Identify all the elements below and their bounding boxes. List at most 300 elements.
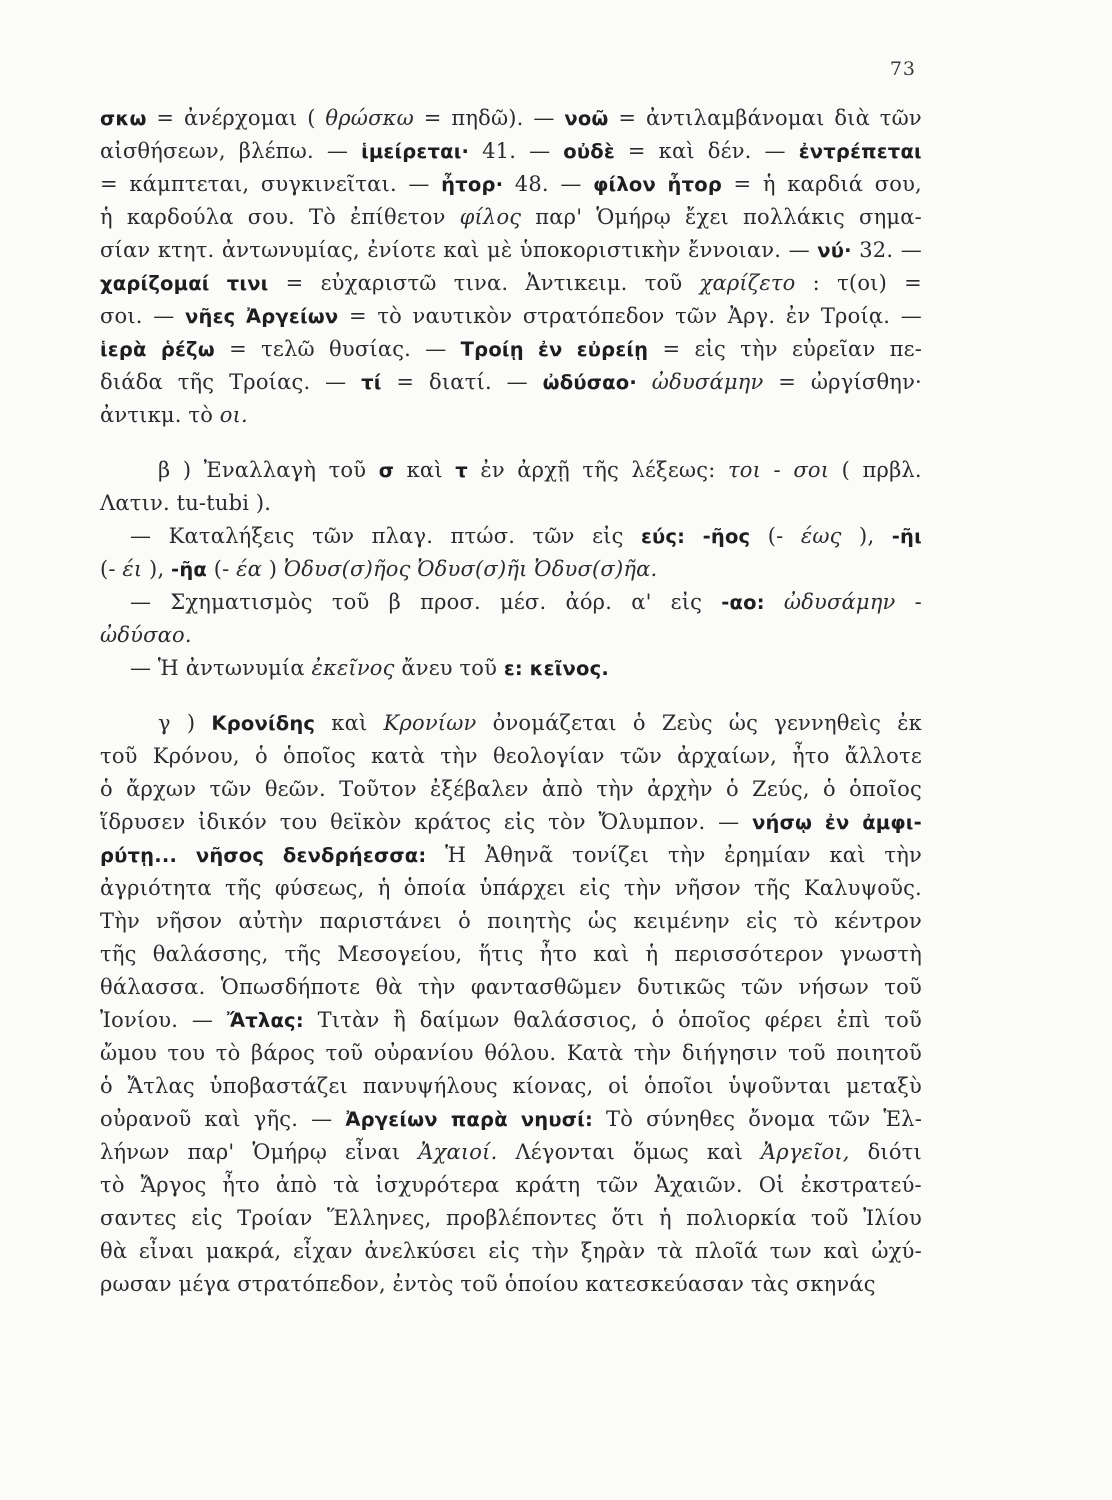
- bold-term: κεῖνος.: [529, 657, 609, 680]
- word: τῆς: [284, 942, 322, 966]
- word: στρατόπεδον: [522, 304, 665, 328]
- word: ὄνομα: [748, 1107, 816, 1131]
- word: τὴν: [417, 975, 456, 999]
- word: βλέπω.: [238, 139, 314, 163]
- word: μεταξὺ: [846, 1074, 922, 1098]
- italic-word: τοι: [727, 458, 762, 482]
- word: κράτη: [515, 1173, 581, 1197]
- word: ἐρημίαν: [724, 843, 811, 867]
- word: σοι.: [100, 304, 143, 328]
- text-line: [100, 707, 922, 740]
- word: ὅμως: [632, 1140, 689, 1164]
- word: ὡς: [728, 711, 759, 735]
- word: τὴν: [596, 777, 634, 801]
- text-line: [100, 399, 922, 432]
- word: εἶναι: [344, 1140, 401, 1164]
- word: Ὄλυμπον.: [598, 810, 706, 834]
- word: οἱ: [608, 1074, 630, 1098]
- word: τοῦ: [100, 744, 138, 768]
- word: Τὸ: [308, 205, 337, 229]
- word: =: [733, 172, 752, 196]
- word: τονίζει: [572, 843, 650, 867]
- word: εἶχαν: [292, 1239, 353, 1263]
- italic-word: έι: [122, 557, 143, 581]
- word: πανυψήλους: [362, 1074, 498, 1098]
- word: —: [900, 304, 922, 328]
- word: Μεσογείου,: [337, 942, 463, 966]
- word: ἐντὸς: [392, 1272, 454, 1296]
- word: εἰς: [579, 876, 611, 900]
- word: Ἰονίου.: [100, 1008, 179, 1032]
- word: τὴν: [531, 1239, 570, 1263]
- word: —: [788, 238, 810, 262]
- bold-term: εὐρείῃ: [576, 338, 649, 361]
- word: εἰς: [488, 1239, 520, 1263]
- word: ἵδρυσεν: [100, 810, 186, 834]
- text-line: [100, 872, 922, 905]
- word: Οἱ: [758, 1173, 785, 1197]
- text-line: [100, 905, 922, 938]
- word: θαλάσσιος,: [513, 1008, 638, 1032]
- word: Ἄργος: [140, 1173, 207, 1197]
- word: ὤμου: [100, 1041, 157, 1065]
- text-line: [100, 971, 922, 1004]
- word: σημα-: [859, 205, 922, 229]
- text-line: [100, 1235, 922, 1268]
- word: τὸ: [215, 1041, 241, 1065]
- word: δαίμων: [419, 1008, 500, 1032]
- word: συγκινεῖται.: [260, 172, 397, 196]
- word: γνωστὴ: [839, 942, 922, 966]
- word: 32.: [859, 238, 894, 262]
- word: ἡ: [658, 1206, 672, 1230]
- word: φύσεως,: [274, 876, 365, 900]
- bold-term: Κρονίδης: [211, 712, 316, 735]
- bold-term: νῆσος: [195, 844, 265, 867]
- bold-term: ἐν: [538, 338, 563, 361]
- word: —: [311, 1107, 333, 1131]
- word: Ἡ: [157, 656, 179, 680]
- text-line: [100, 300, 922, 333]
- italic-word: Ὀδυσ(σ)ῆος: [283, 557, 411, 581]
- word: =: [627, 139, 646, 163]
- word: κράτος: [414, 810, 492, 834]
- word: ἐκστρατεύ-: [800, 1173, 922, 1197]
- word: τῶν: [596, 1173, 639, 1197]
- word: ὁποία: [403, 876, 467, 900]
- word: ἀπὸ: [541, 777, 584, 801]
- word: —: [560, 172, 582, 196]
- word: εἰς: [191, 1206, 223, 1230]
- word: καρδούλα: [126, 205, 234, 229]
- italic-word: Ὀδυσ(σ)ῆι: [417, 557, 528, 581]
- text-line: [100, 1037, 922, 1070]
- word: διήγησιν: [681, 1041, 778, 1065]
- word: (-: [100, 557, 116, 581]
- word: (: [841, 458, 851, 482]
- italic-word: έως: [800, 524, 842, 548]
- paragraph-block: [100, 707, 922, 1301]
- word: Τροίαν: [237, 1206, 313, 1230]
- word: κτητ.: [157, 238, 215, 262]
- word: γεννηθεὶς: [774, 711, 882, 735]
- word: —: [130, 590, 152, 614]
- word: ἔννοιαν.: [688, 238, 782, 262]
- word: τῶν: [828, 1107, 871, 1131]
- word: καὶ: [593, 942, 630, 966]
- word: τὴν: [884, 843, 922, 867]
- text-line: [100, 234, 922, 267]
- bold-term: ἱμείρεται·: [361, 140, 470, 163]
- word: πηδῶ).: [451, 106, 524, 130]
- word: καὶ: [658, 139, 695, 163]
- paragraph-block: [100, 454, 922, 685]
- bold-term: σ: [378, 459, 395, 482]
- word: —: [325, 370, 347, 394]
- word: ἐνίοτε: [367, 238, 436, 262]
- word: —: [130, 656, 152, 680]
- word: ).: [255, 491, 272, 515]
- word: Ὁμήρῳ: [596, 205, 671, 229]
- word: τοῦ: [325, 1041, 364, 1065]
- word: λέξεως:: [631, 458, 716, 482]
- word: -: [773, 458, 781, 482]
- word: —: [506, 370, 528, 394]
- word: νῆσον: [156, 909, 223, 933]
- word: λήνων: [100, 1140, 170, 1164]
- bold-term: νύ·: [817, 239, 852, 262]
- bold-term: -αο:: [721, 591, 765, 614]
- word: παριστάνει: [319, 909, 442, 933]
- italic-word: φίλος: [459, 205, 522, 229]
- bold-term: Ἀργείων: [345, 1108, 438, 1131]
- word: τὴν: [440, 744, 478, 768]
- bold-term: ὠδύσαο·: [542, 371, 637, 394]
- word: ἐν: [480, 458, 505, 482]
- word: τῶν: [879, 106, 922, 130]
- word: —: [529, 139, 551, 163]
- italic-word: ἐκεῖνος: [311, 656, 395, 680]
- word: εὐχαριστῶ: [320, 271, 437, 295]
- word: ὠργίσθην·: [810, 370, 922, 394]
- word: ὁ: [254, 744, 268, 768]
- word: ): [268, 557, 278, 581]
- word: πλαγ.: [371, 524, 434, 548]
- word: ἀντωνυμία: [185, 656, 305, 680]
- word: νῆσον: [674, 876, 741, 900]
- word: ἄρχων: [126, 777, 197, 801]
- word: τῆς: [100, 942, 137, 966]
- italic-word: Ἀργεῖοι,: [760, 1140, 850, 1164]
- word: σίαν: [100, 238, 151, 262]
- word: παρ': [535, 205, 583, 229]
- word: τὰ: [656, 1239, 684, 1263]
- word: διατί.: [429, 370, 492, 394]
- word: διότι: [867, 1140, 922, 1164]
- word: ἀόρ.: [565, 590, 613, 614]
- word: (-: [213, 557, 230, 581]
- word: ἐπὶ: [836, 1008, 871, 1032]
- word: Ἄτλας: [127, 1074, 195, 1098]
- page-number: 73: [889, 58, 916, 80]
- word: ἐν: [785, 304, 811, 328]
- word: β: [388, 590, 401, 614]
- bold-term: ἦτορ·: [441, 173, 504, 196]
- word: τελῶ: [261, 337, 315, 361]
- text-line: [100, 135, 922, 168]
- word: ὁποίου: [504, 1272, 579, 1296]
- word: θὰ: [375, 975, 403, 999]
- word: Ἀθηνᾶ: [484, 843, 554, 867]
- text-line: [100, 267, 922, 300]
- bold-term: παρὰ: [450, 1108, 508, 1131]
- word: tu-tubi: [176, 491, 250, 515]
- word: ),: [149, 557, 165, 581]
- bold-term: -ῆα: [171, 558, 208, 581]
- word: τῆς: [225, 876, 262, 900]
- word: =: [396, 370, 415, 394]
- bold-term: Τροίῃ: [460, 338, 524, 361]
- word: ναυτικὸν: [412, 304, 513, 328]
- text-line: [100, 839, 922, 872]
- word: τῆς: [754, 876, 791, 900]
- word: ἄνευ: [401, 656, 453, 680]
- word: θὰ: [100, 1239, 128, 1263]
- bold-term: ρύτῃ...: [100, 844, 178, 867]
- word: διὰ: [834, 106, 870, 130]
- word: Τὴν: [100, 909, 140, 933]
- word: τῶν: [619, 744, 662, 768]
- word: ὑπάρχει: [479, 876, 566, 900]
- word: πολλάκις: [743, 205, 845, 229]
- word: β: [158, 458, 171, 482]
- word: Λατιν.: [100, 491, 170, 515]
- bold-term: νηυσί:: [520, 1108, 593, 1131]
- word: Λέγονται: [515, 1140, 616, 1164]
- word: ἀντικμ.: [100, 403, 182, 427]
- word: Ἕλληνες,: [326, 1206, 432, 1230]
- text-line: [100, 201, 922, 234]
- word: ἐξέβαλεν: [430, 777, 529, 801]
- word: ὑποβαστάζει: [209, 1074, 348, 1098]
- text-line: [100, 773, 922, 806]
- page-text: [100, 102, 922, 1301]
- italic-word: οι.: [219, 403, 248, 427]
- word: ),: [859, 524, 875, 548]
- bold-term: Ἀργείων: [245, 305, 339, 328]
- text-line: [100, 1268, 922, 1301]
- bold-term: χαρίζομαί: [100, 272, 210, 295]
- word: ἀνέρχομαι: [183, 106, 298, 130]
- word: Τροίας.: [229, 370, 311, 394]
- word: τὸ: [100, 1173, 125, 1197]
- word: Ἡ: [445, 843, 467, 867]
- word: Ἀντικειμ.: [525, 271, 628, 295]
- word: τοῦ: [884, 975, 922, 999]
- word: μέγα: [178, 1272, 231, 1296]
- paragraph-block: [100, 102, 922, 432]
- italic-word: Κρονίων: [383, 711, 477, 735]
- text-line: [100, 520, 922, 553]
- bold-term: εύς:: [640, 525, 686, 548]
- word: ἡ: [645, 942, 659, 966]
- word: Ἑλ-: [883, 1107, 922, 1131]
- word: εἰς: [694, 337, 726, 361]
- word: καὶ: [706, 1140, 743, 1164]
- word: Ζεύς,: [752, 777, 810, 801]
- word: =: [100, 172, 118, 196]
- bold-term: ἱερὰ: [100, 338, 147, 361]
- word: ἀνελκύσει: [364, 1239, 477, 1263]
- word: καὶ: [406, 458, 443, 482]
- word: ἀγριότητα: [100, 876, 212, 900]
- word: ὁ: [100, 777, 113, 801]
- word: =: [778, 370, 797, 394]
- word: (-: [767, 524, 784, 548]
- word: γῆς.: [253, 1107, 299, 1131]
- word: =: [156, 106, 175, 130]
- italic-word: έα: [236, 557, 263, 581]
- word: τὰς: [750, 1272, 790, 1296]
- italic-word: χαρίζετο: [699, 271, 796, 295]
- word: -: [914, 590, 922, 614]
- word: κάμπτεται,: [129, 172, 250, 196]
- text-line: [100, 333, 922, 366]
- word: Τροίᾳ.: [820, 304, 891, 328]
- word: τὰ: [333, 1173, 360, 1197]
- word: ): [182, 458, 192, 482]
- word: ὑποκοριστικὴν: [519, 238, 681, 262]
- italic-word: ὠδυσάμην: [783, 590, 896, 614]
- word: 41.: [482, 139, 517, 163]
- word: θεῶν.: [264, 777, 326, 801]
- word: τὸ: [188, 403, 214, 427]
- word: α': [631, 590, 652, 614]
- word: φέρει: [764, 1008, 823, 1032]
- word: ὁ: [822, 777, 836, 801]
- word: ἦτο: [222, 1173, 260, 1197]
- bold-term: σκω: [100, 107, 147, 130]
- bold-term: -ῆι: [891, 525, 922, 548]
- text-line: [100, 168, 922, 201]
- word: πλοῖά: [694, 1239, 759, 1263]
- text-line: [100, 454, 922, 487]
- word: —: [533, 106, 555, 130]
- word: ἀρχῇ: [517, 458, 570, 482]
- word: ἦτο: [539, 942, 578, 966]
- bold-term: ἐν: [824, 811, 850, 834]
- bold-term: νήσῳ: [752, 811, 813, 834]
- word: καὶ: [829, 843, 866, 867]
- word: δυτικῶς: [637, 975, 726, 999]
- word: αὐτὴν: [238, 909, 304, 933]
- word: ἀρχὴν: [647, 777, 713, 801]
- word: θαλάσσης,: [152, 942, 269, 966]
- word: =: [348, 304, 367, 328]
- text-line: [100, 938, 922, 971]
- word: αἰσθήσεων,: [100, 139, 226, 163]
- word: —: [425, 337, 447, 361]
- word: σαντες: [100, 1206, 177, 1230]
- word: προβλέποντες: [446, 1206, 597, 1230]
- bold-term: ἦτορ: [667, 173, 722, 196]
- word: ὁποῖος: [678, 1008, 752, 1032]
- word: ὁ: [100, 1074, 113, 1098]
- word: Σχηματισμὸς: [170, 590, 313, 614]
- word: μέσ.: [499, 590, 547, 614]
- word: 48.: [514, 172, 549, 196]
- word: μὲ: [487, 238, 513, 262]
- word: τοῦ: [459, 656, 498, 680]
- word: ρωσαν: [100, 1272, 172, 1296]
- word: φαντασθῶμεν: [470, 975, 622, 999]
- word: θεϊκὸν: [330, 810, 402, 834]
- text-line: [100, 1169, 922, 1202]
- word: θυσίας.: [329, 337, 412, 361]
- word: εἰς: [745, 909, 778, 933]
- italic-word: ὠδυσάμην: [651, 370, 764, 394]
- word: ὁ: [725, 777, 739, 801]
- bold-term: φίλον: [593, 173, 656, 196]
- word: ποιητὴς: [487, 909, 572, 933]
- text-line: [100, 619, 922, 652]
- word: Κρόνου,: [152, 744, 240, 768]
- word: ὁποῖοι: [644, 1074, 714, 1098]
- word: ἰδικόν: [198, 810, 267, 834]
- word: =: [904, 271, 922, 295]
- word: παρ': [187, 1140, 235, 1164]
- word: καὶ: [443, 238, 480, 262]
- word: προσ.: [420, 590, 481, 614]
- word: καὶ: [823, 1239, 860, 1263]
- word: τῆς: [177, 370, 215, 394]
- word: τὴν: [740, 337, 778, 361]
- word: ἡ: [100, 205, 113, 229]
- italic-word: Ἀχαιοί.: [418, 1140, 498, 1164]
- word: Ἀργ.: [727, 304, 776, 328]
- word: γ: [158, 711, 171, 735]
- word: =: [662, 337, 681, 361]
- word: τῶν: [532, 524, 575, 548]
- word: θεολογίαν: [492, 744, 605, 768]
- word: —: [900, 238, 922, 262]
- word: τῆς: [582, 458, 619, 482]
- word: τὴν: [633, 1041, 672, 1065]
- word: του: [279, 810, 318, 834]
- word: ἰσχυρότερα: [375, 1173, 500, 1197]
- word: —: [408, 172, 430, 196]
- word: ξηρὰν: [580, 1239, 646, 1263]
- word: Κατὰ: [566, 1041, 624, 1065]
- word: τῶν: [312, 524, 355, 548]
- word: ἀρχαίων,: [677, 744, 777, 768]
- word: Ἐναλλαγὴ: [203, 458, 317, 482]
- word: =: [285, 271, 304, 295]
- word: ἐκ: [897, 711, 922, 735]
- text-line: [100, 553, 922, 586]
- word: ἀντιλαμβάνομαι: [645, 106, 825, 130]
- word: σου.: [247, 205, 295, 229]
- word: =: [229, 337, 247, 361]
- word: καὶ: [204, 1107, 241, 1131]
- word: ἦτο: [792, 744, 830, 768]
- word: τινα.: [453, 271, 509, 295]
- bold-term: ε:: [503, 657, 523, 680]
- word: διάδα: [100, 370, 163, 394]
- word: τοῦ: [331, 590, 370, 614]
- bold-term: τ: [455, 459, 468, 482]
- word: Τοῦτον: [339, 777, 417, 801]
